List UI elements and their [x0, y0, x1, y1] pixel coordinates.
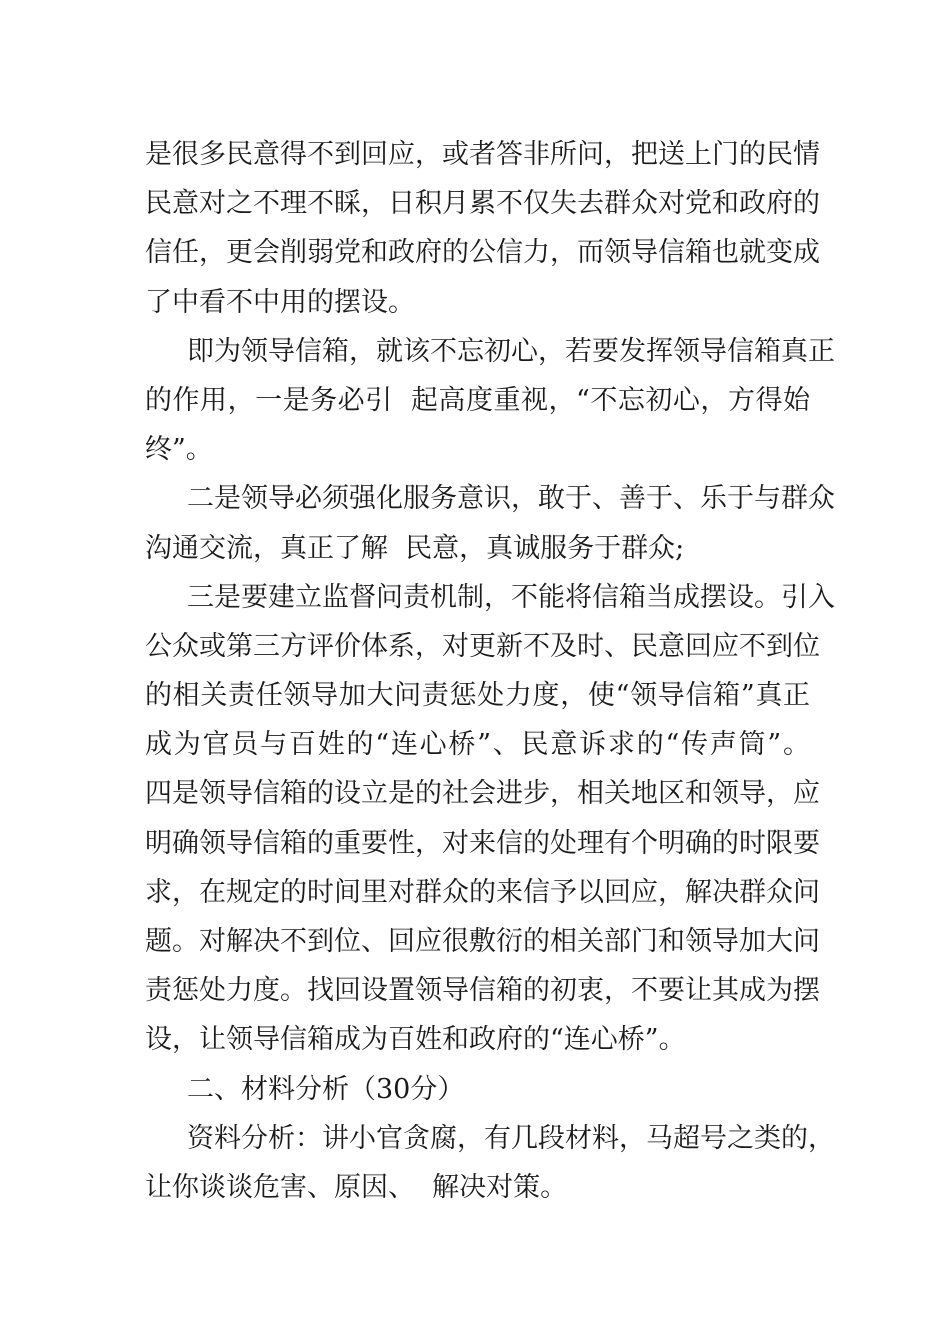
text-line: 信任，更会削弱党和政府的公信力，而领导信箱也就变成 — [145, 237, 820, 269]
text-line: 题。对解决不到位、回应很敷衍的相关部门和领导加大问 — [145, 926, 820, 957]
text-line: 的作用，一是务必引 起高度重视，“不忘初心，方得始 — [145, 384, 810, 416]
text-line: 了中看不中用的摆设。 — [145, 286, 415, 318]
text-line: 是很多民意得不到回应，或者答非所问，把送上门的民情 — [145, 139, 820, 170]
text-line: 终”。 — [145, 434, 213, 466]
text-line: 即为领导信箱，就该不忘初心，若要发挥领导信箱真正 — [187, 335, 835, 367]
text-line: 三是要建立监督问责机制，不能将信箱当成摆设。引入 — [187, 581, 835, 613]
text-line: 明确领导信箱的重要性，对来信的处理有个明确的时限要 — [145, 827, 820, 859]
text-line: 成为官员与百姓的“连心桥”、民意诉求的“传声筒”。 — [145, 729, 810, 761]
text-line: 资料分析：讲小官贪腐，有几段材料，马超号之类的， — [187, 1122, 835, 1154]
text-line: 设，让领导信箱成为百姓和政府的“连心桥”。 — [145, 1024, 686, 1056]
document-body — [145, 130, 835, 1212]
text-line: 让你谈谈危害、原因、 解决对策。 — [145, 1171, 568, 1203]
text-line: 四是领导信箱的设立是的社会进步，相关地区和领导，应 — [145, 778, 820, 810]
text-line: 沟通交流，真正了解 民意，真诚服务于群众; — [145, 532, 685, 564]
text-line: 公众或第三方评价体系，对更新不及时、民意回应不到位 — [145, 630, 820, 662]
text-line: 的相关责任领导加大问责惩处力度，使“领导信箱”真正 — [145, 680, 810, 712]
text-line: 二是领导必须强化服务意识，敢于、善于、乐于与群众 — [187, 483, 835, 515]
section-heading: 二、材料分析（30分） — [187, 1073, 465, 1105]
text-line: 责惩处力度。找回设置领导信箱的初衷，不要让其成为摆 — [145, 975, 820, 1007]
text-line: 求，在规定的时间里对群众的来信予以回应，解决群众问 — [145, 876, 820, 908]
text-line: 民意对之不理不睬，日积月累不仅失去群众对党和政府的 — [145, 188, 820, 220]
